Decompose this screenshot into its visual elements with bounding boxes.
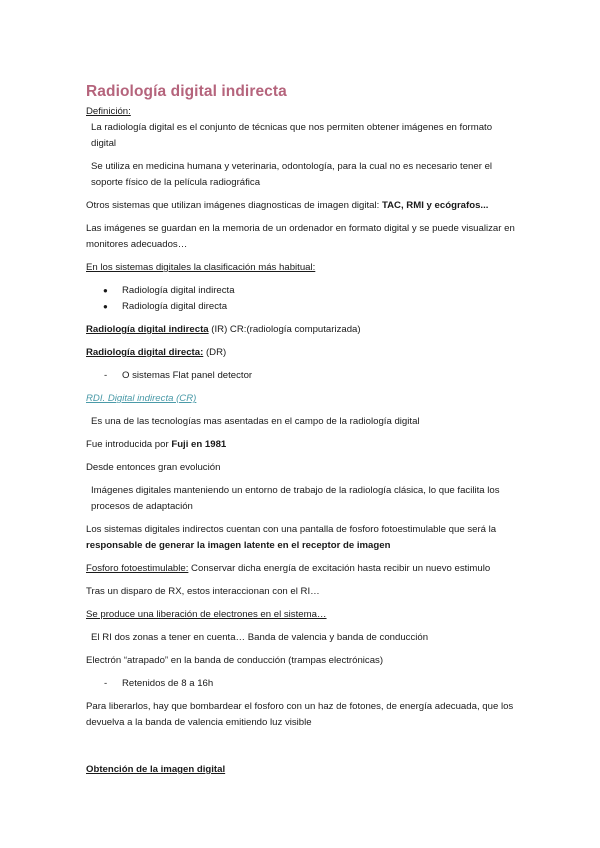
dash-item [86,676,518,692]
text-span: (IR) CR:(radiología computarizada) [208,324,361,335]
document-content [86,82,518,778]
paragraph-storage: Las imágenes se guardan en la memoria de un ordenador en formato digital y se puede visualizar en monitores adecuados… [86,223,515,250]
classification-list [86,283,518,315]
dash-mark: - [104,370,108,381]
list-item: ● Radiología digital directa [86,299,518,315]
paragraph-digital-images: Imágenes digitales manteniendo un entorno de trabajo de la radiología clásica, lo que facilita los procesos de adaptación [91,485,500,512]
dash-item-text: O sistemas Flat panel detector [122,370,253,381]
bold-text: Fuji en 1981 [171,439,227,450]
paragraph-indirect-systems [86,522,518,554]
paragraph-evolution: Desde entonces gran evolución [86,462,221,473]
text-span: Otros sistemas que utilizan imágenes diagnosticas de imagen digital: [86,200,382,211]
phosphor-label: Fosforo fotoestimulable: [86,563,189,574]
paragraph-introduced [86,437,518,453]
paragraph-technology: Es una de las tecnologías mas asentadas en el campo de la radiología digital [91,416,420,427]
paragraph-release: Para liberarlos, hay que bombardear el fosforo con un haz de fotones, de energía adecuada, que los devuelva a la banda de valencia emitiendo luz visible [86,701,514,728]
paragraph-indirect [86,322,518,338]
paragraph-electrons: Se produce una liberación de electrones en el sistema… [86,609,327,620]
text-span: (DR) [203,347,227,358]
paragraph-rx: Tras un disparo de RX, estos interaccionan con el RI… [86,586,320,597]
page-title: Radiología digital indirecta [86,83,287,100]
paragraph-other-systems [86,198,518,214]
spacer [86,738,518,762]
text-span: Fue introducida por [86,439,172,450]
section-link[interactable]: RDI. Digital indirecta (CR) [86,393,197,404]
bold-text: TAC, RMI y ecógrafos... [381,200,489,211]
direct-label: Radiología digital directa: [86,347,204,358]
paragraph-uses: Se utiliza en medicina humana y veterinaria, odontología, para la cual no es necesario tener el soporte físico de la película radiográfica [91,161,493,188]
indirect-label: Radiología digital indirecta [86,324,209,335]
list-item: ● Radiología digital indirecta [86,283,518,299]
paragraph-phosphor [86,561,518,577]
definicion-heading: Definición: [86,106,131,117]
paragraph-bands: El RI dos zonas a tener en cuenta… Banda de valencia y banda de conducción [91,632,429,643]
dash-item [86,368,518,384]
text-span: Conservar dicha energía de excitación hasta recibir un nuevo estimulo [188,563,491,574]
dash-item-text: Retenidos de 8 a 16h [122,678,214,689]
paragraph-definition: La radiología digital es el conjunto de técnicas que nos permiten obtener imágenes en formato digital [91,122,493,149]
obtencion-heading: Obtención de la imagen digital [86,764,226,775]
text-span: Los sistemas digitales indirectos cuentan con una pantalla de fosforo fotoestimulable que será la [86,524,497,535]
classification-heading: En los sistemas digitales la clasificación más habitual: [86,262,316,273]
paragraph-direct [86,345,518,361]
dash-mark: - [104,678,108,689]
bold-text: responsable de generar la imagen latente en el receptor de imagen [86,540,391,551]
paragraph-trapped: Electrón “atrapado” en la banda de conducción (trampas electrónicas) [86,655,384,666]
